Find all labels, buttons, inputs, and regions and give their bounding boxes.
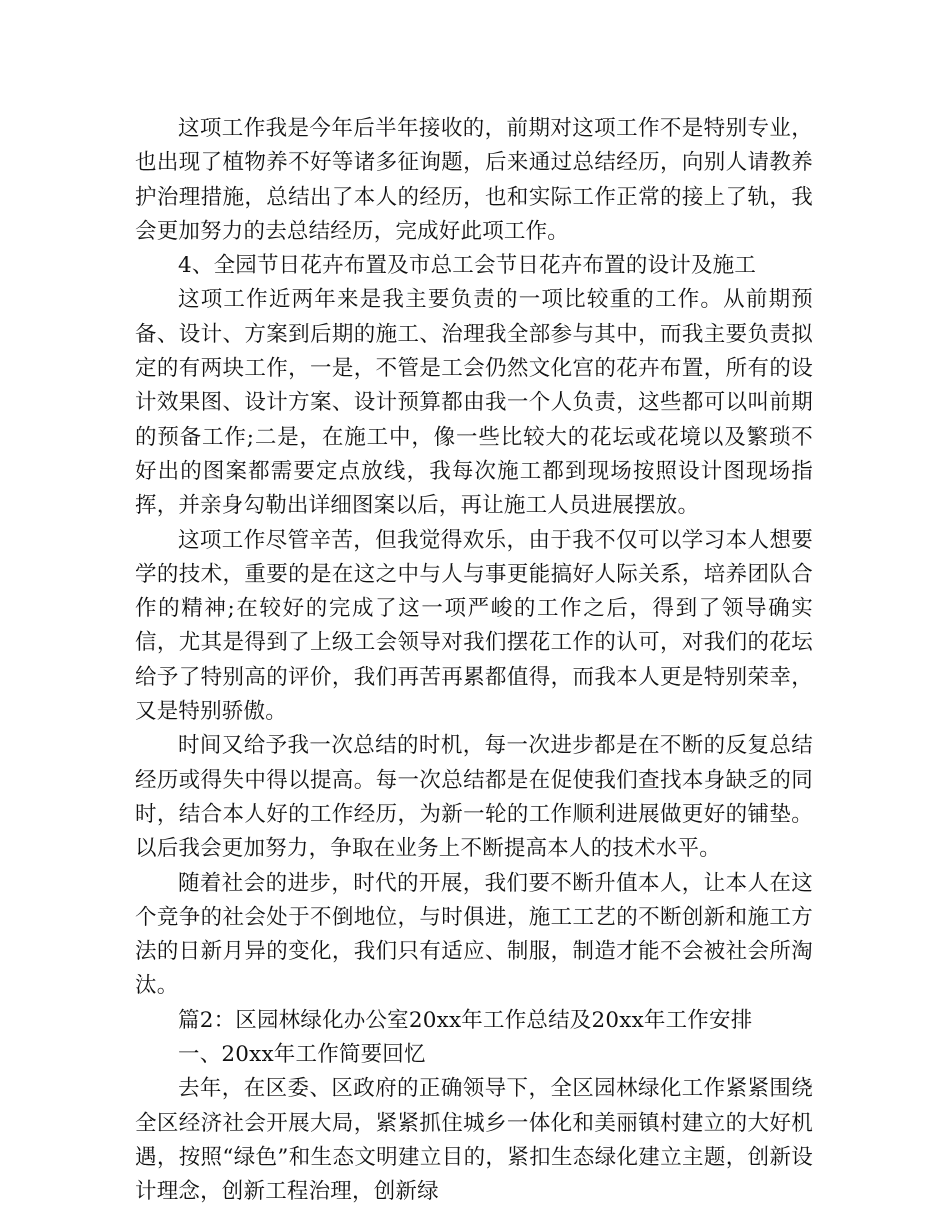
paragraph-summary-opportunity: 时间又给予我一次总结的时机，每一次进步都是在不断的反复总结经历或得失中得以提高。每一次总结都是在促使我们查找本身缺乏的同时，结合本人好的工作经历，为新一轮的工作顺利进展做更好的铺垫。以后我会更加努力，争取在业务上不断提高本人的技术水平。 [135,733,813,862]
section-heading-review: 一、20xx年工作简要回忆 [178,1042,426,1068]
chapter-heading-2: 篇2：区园林绿化办公室20xx年工作总结及20xx年工作安排 [178,1007,753,1033]
paragraph-social-progress: 随着社会的进步，时代的开展，我们要不断升值本人，让本人在这个竞争的社会处于不倒地位，与时俱进，施工工艺的不断创新和施工方法的日新月异的变化，我们只有适应、制服，制造才能不会被社会所淘汰。 [135,870,813,999]
paragraph-plant-care: 这项工作我是今年后半年接收的，前期对这项工作不是特别专业，也出现了植物养不好等诸多征询题，后来通过总结经历，向别人请教养护治理措施，总结出了本人的经历，也和实际工作正常的接上了轨，我会更加努力的去总结经历，完成好此项工作。 [135,116,813,244]
section-heading-flower-layout: 4、全园节日花卉布置及市总工会节日花卉布置的设计及施工 [178,253,757,279]
paragraph-flower-layout-work: 这项工作近两年来是我主要负责的一项比较重的工作。从前期预备、设计、方案到后期的施工、治理我全部参与其中，而我主要负责拟定的有两块工作，一是，不管是工会仍然文化宫的花卉布置，所有的设计效果图、设计方案、设计预算都由我一个人负责，这些都可以叫前期的预备工作;二是，在施工中，像一些比较大的花坛或花境以及繁琐不好出的图案都需要定点放线，我每次施工都到现场按照设计图现场指挥，并亲身勾勒出详细图案以后，再让施工人员进展摆放。 [135,287,813,519]
document-page [135,112,813,1210]
paragraph-hard-but-happy: 这项工作尽管辛苦，但我觉得欢乐，由于我不仅可以学习本人想要学的技术，重要的是在这之中与人与事更能搞好人际关系，培养团队合作的精神;在较好的完成了这一项严峻的工作之后，得到了领导确实信，尤其是得到了上级工会领导对我们摆花工作的认可，对我们的花坛给予了特别高的评价，我们再苦再累都值得，而我本人更是特别荣幸，又是特别骄傲。 [135,527,813,725]
paragraph-last-year: 去年，在区委、区政府的正确领导下，全区园林绿化工作紧紧围绕全区经济社会开展大局，紧紧抓住城乡一体化和美丽镇村建立的大好机遇，按照“绿色”和生态文明建立目的，紧扣生态绿化建立主题，创新设计理念，创新工程治理，创新绿 [135,1076,813,1205]
